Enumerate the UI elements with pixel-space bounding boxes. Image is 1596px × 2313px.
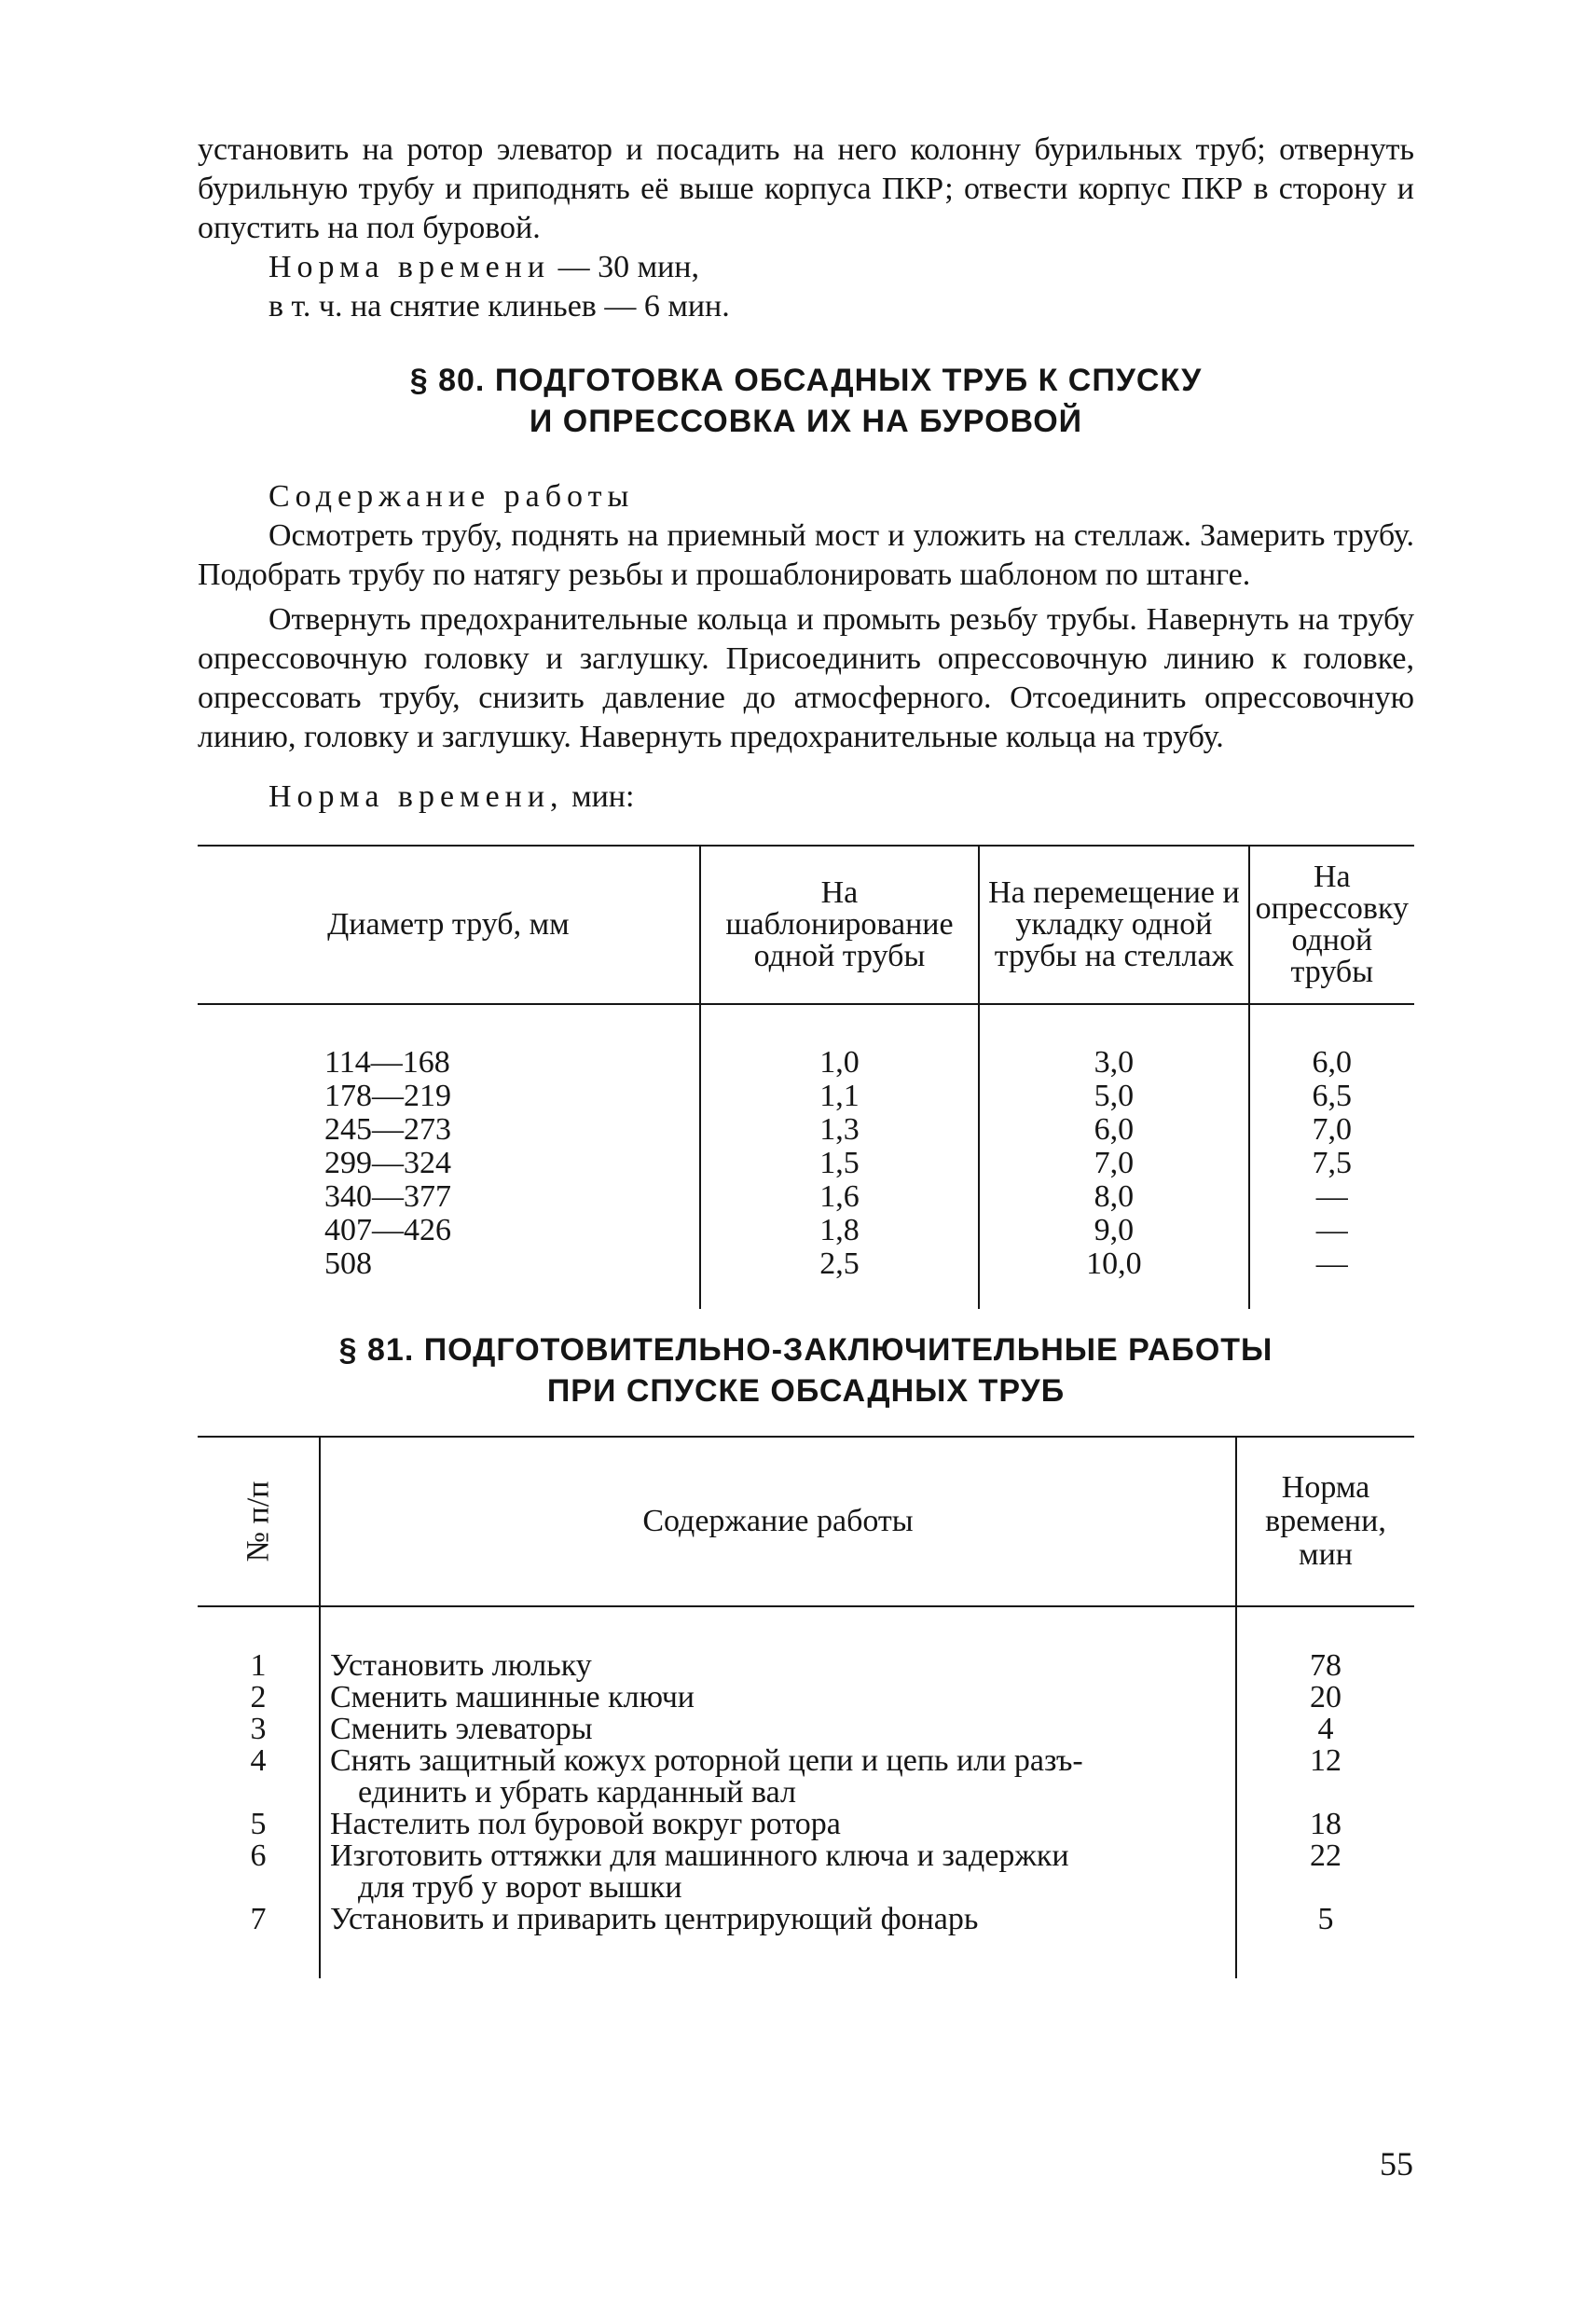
row-norm: 4 <box>1236 1714 1414 1745</box>
row-work-text: Установить люльку <box>330 1648 592 1683</box>
move-cell: 7,0 <box>1094 1146 1135 1180</box>
header-norm: Норма времени, мин <box>1236 1437 1414 1606</box>
row-number: 6 <box>250 1838 267 1873</box>
pressure-cell: 7,0 <box>1312 1112 1353 1147</box>
row-work-text: Настелить пол буровой вокруг ротора <box>330 1807 841 1841</box>
pressure-cell: — <box>1315 1179 1348 1214</box>
row-number: 7 <box>250 1902 267 1936</box>
intro-norm-label: Норма времени <box>268 250 551 284</box>
move-cell: 6,0 <box>1094 1112 1135 1147</box>
section-80-paragraph-2: Отвернуть предохранительные кольца и промыть резьбу трубы. Навернуть на трубу опрессовочную головку и заглушку. Присоединить опрессовочную линию к головке, опрессовать трубу, снизить давление до атмосферного. Отсоединить опрессовочную линию, головку и заглушку. Навернуть предохранительные кольца на трубу. <box>198 602 1414 754</box>
template-cell: 1,6 <box>819 1179 860 1214</box>
diameter-cell: 178—219 <box>324 1079 451 1113</box>
template-cell: 1,1 <box>819 1079 860 1113</box>
template-cell: 1,3 <box>819 1112 860 1147</box>
table-row <box>198 1745 1414 1809</box>
row-work-text: Установить и приварить центрирующий фонарь <box>330 1902 979 1936</box>
header-move: На перемещение и укладку одной трубы на стеллаж <box>979 846 1248 1004</box>
pipe-norm-table-body <box>198 1004 1414 1309</box>
row-work-text: Изготовить оттяжки для машинного ключа и задержки <box>330 1838 1069 1873</box>
work-norm-table-header <box>198 1437 1414 1606</box>
table-row <box>198 1714 1414 1745</box>
row-number: 5 <box>250 1807 267 1841</box>
table-row <box>198 1840 1414 1904</box>
section-80-title-line1: § 80. ПОДГОТОВКА ОБСАДНЫХ ТРУБ К СПУСКУ <box>409 363 1203 398</box>
column-diameter <box>198 1004 700 1309</box>
move-cell: 10,0 <box>1086 1246 1142 1281</box>
diameter-cell: 299—324 <box>324 1146 451 1180</box>
section-81-title-line2: ПРИ СПУСКЕ ОБСАДНЫХ ТРУБ <box>546 1373 1066 1409</box>
header-pressure: На опрессовку одной трубы <box>1249 846 1414 1004</box>
row-number: 3 <box>250 1712 267 1746</box>
row-norm: 18 <box>1236 1809 1414 1840</box>
diameter-cell: 340—377 <box>324 1179 451 1214</box>
section-80-norm <box>198 778 1414 817</box>
template-cell: 1,0 <box>819 1045 860 1080</box>
row-work-text: Сменить элеваторы <box>330 1712 593 1746</box>
row-number: 2 <box>250 1680 267 1714</box>
column-template <box>700 1004 979 1309</box>
section-80-norm-unit: мин: <box>571 779 635 814</box>
section-80-norm-label: Норма времени, <box>268 779 564 814</box>
template-cell: 2,5 <box>819 1246 860 1281</box>
header-number <box>198 1437 320 1606</box>
row-work <box>320 1809 1236 1840</box>
document-page <box>198 131 1414 1978</box>
diameter-cell: 114—168 <box>324 1045 450 1080</box>
pressure-cell: 7,5 <box>1312 1146 1353 1180</box>
column-pressure <box>1249 1004 1414 1309</box>
section-80-title <box>198 360 1414 442</box>
row-work <box>320 1904 1236 1978</box>
template-cell: 1,8 <box>819 1213 860 1247</box>
table-row <box>198 1904 1414 1978</box>
header-number-text: № п/п <box>241 1480 275 1563</box>
move-cell: 5,0 <box>1094 1079 1135 1113</box>
move-cell: 3,0 <box>1094 1045 1135 1080</box>
row-number: 4 <box>250 1743 267 1778</box>
work-norm-table <box>198 1436 1414 1978</box>
pressure-cell: — <box>1315 1246 1348 1281</box>
row-work-text: Снять защитный кожух роторной цепи и цепь или разъ- <box>330 1743 1083 1778</box>
intro-norm-sub: в т. ч. на снятие клиньев — 6 мин. <box>268 289 730 324</box>
section-80-title-line2: И ОПРЕССОВКА ИХ НА БУРОВОЙ <box>529 404 1083 439</box>
row-work <box>320 1606 1236 1682</box>
header-work: Содержание работы <box>320 1437 1236 1606</box>
section-81-title-line1: § 81. ПОДГОТОВИТЕЛЬНО-ЗАКЛЮЧИТЕЛЬНЫЕ РАБОТЫ <box>338 1332 1273 1368</box>
row-work <box>320 1840 1236 1904</box>
move-cell: 8,0 <box>1094 1179 1135 1214</box>
intro-norm-value: — 30 мин, <box>557 250 699 284</box>
row-norm: 20 <box>1236 1682 1414 1714</box>
section-80-content-label: Содержание работы <box>268 479 635 514</box>
row-norm: 78 <box>1236 1606 1414 1682</box>
table-row <box>198 1809 1414 1840</box>
header-template: На шаблонирование одной трубы <box>700 846 979 1004</box>
column-move <box>979 1004 1248 1309</box>
pipe-norm-table-header <box>198 846 1414 1004</box>
pressure-cell: — <box>1315 1213 1348 1247</box>
table-row <box>198 1606 1414 1682</box>
section-81-title <box>198 1329 1414 1411</box>
intro-paragraph: установить на ротор элеватор и посадить на него колонну бурильных труб; отвернуть бурильную трубу и приподнять её выше корпуса ПКР; отвести корпус ПКР в сторону и опустить на пол буровой. <box>198 132 1414 245</box>
row-number: 1 <box>250 1648 267 1683</box>
header-diameter: Диаметр труб, мм <box>198 846 700 1004</box>
move-cell: 9,0 <box>1094 1213 1135 1247</box>
diameter-cell: 407—426 <box>324 1213 451 1247</box>
diameter-cell: 508 <box>324 1246 372 1281</box>
row-norm: 12 <box>1236 1745 1414 1809</box>
table-row <box>198 1682 1414 1714</box>
template-cell: 1,5 <box>819 1146 860 1180</box>
row-work-text: Сменить машинные ключи <box>330 1680 695 1714</box>
row-work-continuation: единить и убрать карданный вал <box>358 1775 796 1810</box>
section-80-paragraph-1: Осмотреть трубу, поднять на приемный мост и уложить на стеллаж. Замерить трубу. Подобрать трубу по натягу резьбы и прошаблонировать шаблоном по штанге. <box>198 518 1414 592</box>
row-work <box>320 1682 1236 1714</box>
row-work <box>320 1714 1236 1745</box>
row-work-continuation: для труб у ворот вышки <box>358 1870 682 1905</box>
pipe-norm-table <box>198 845 1414 1309</box>
pressure-cell: 6,0 <box>1312 1045 1353 1080</box>
page-number: 55 <box>1380 2145 1413 2182</box>
row-norm: 5 <box>1236 1904 1414 1978</box>
row-work <box>320 1745 1236 1809</box>
row-norm: 22 <box>1236 1840 1414 1904</box>
pressure-cell: 6,5 <box>1312 1079 1353 1113</box>
intro-norm <box>198 248 1414 287</box>
diameter-cell: 245—273 <box>324 1112 451 1147</box>
